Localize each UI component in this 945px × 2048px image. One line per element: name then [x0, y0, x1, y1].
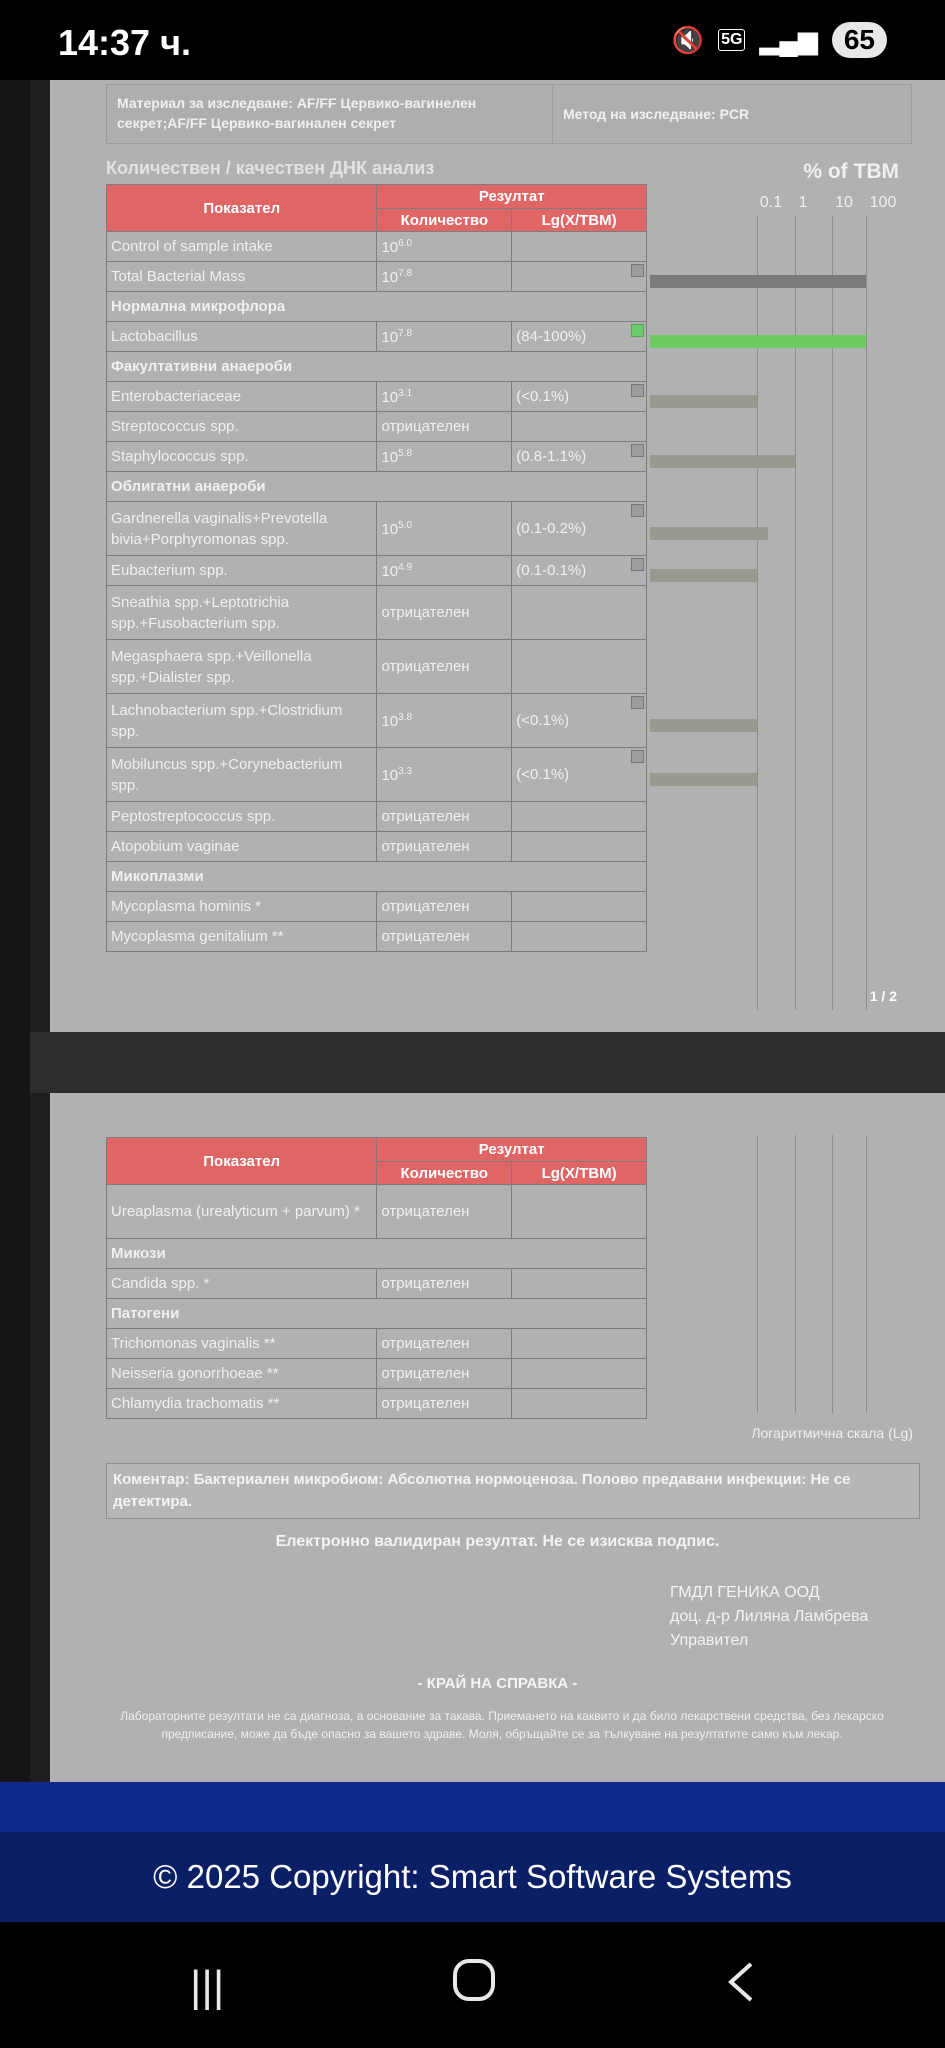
- header-indicator: Показател: [107, 1138, 377, 1185]
- quantity-text: отрицателен: [381, 418, 470, 435]
- tbm-chart-title: % of TBM: [803, 160, 899, 183]
- lg-cell: [512, 832, 647, 862]
- network-type-badge: 5G: [718, 29, 745, 51]
- group-label: Микози: [107, 1239, 647, 1269]
- tbm-bar: [650, 275, 866, 288]
- quantity-base: 10: [381, 712, 399, 730]
- quantity-text: отрицателен: [381, 1365, 470, 1382]
- quantity-exponent: 5.8: [398, 447, 413, 459]
- home-icon[interactable]: [452, 1958, 496, 2013]
- quantity-cell: [377, 586, 512, 640]
- quantity-cell: [377, 802, 512, 832]
- quantity-cell: [377, 232, 512, 262]
- indicator-name: Streptococcus spp.: [107, 412, 377, 442]
- quantity-text: отрицателен: [381, 1335, 470, 1352]
- quantity-text: отрицателен: [381, 808, 470, 825]
- group-label: Нормална микрофлора: [107, 292, 647, 322]
- tbm-bar: [650, 719, 757, 732]
- lg-cell: [512, 262, 647, 292]
- quantity-cell: [377, 382, 512, 412]
- group-label: Облигатни анаероби: [107, 472, 647, 502]
- quantity-cell: [377, 502, 512, 556]
- lg-cell: [512, 802, 647, 832]
- lg-cell: [512, 322, 647, 352]
- table-row: [107, 640, 647, 694]
- scale-tick-label: 10: [835, 194, 853, 211]
- status-marker-icon: [631, 558, 644, 571]
- quantity-text: отрицателен: [381, 838, 470, 855]
- lg-cell: [512, 640, 647, 694]
- table-row: [107, 694, 647, 748]
- battery-badge: 65: [832, 22, 887, 58]
- pdf-viewer[interactable]: [0, 80, 945, 1782]
- quantity-text: отрицателен: [381, 1395, 470, 1412]
- report-page-1: [50, 80, 945, 1032]
- lg-cell: [512, 748, 647, 802]
- signal-icon: ▂▄▆: [759, 24, 818, 55]
- table-row: [107, 382, 647, 412]
- indicator-name: Megasphaera spp.+Veillonella spp.+Dialister spp.: [107, 640, 377, 694]
- status-icons: [672, 22, 887, 58]
- indicator-name: Mycoplasma genitalium **: [107, 922, 377, 952]
- group-row: [107, 292, 647, 322]
- indicator-name: Eubacterium spp.: [107, 556, 377, 586]
- scale-tick-label: 100: [869, 194, 897, 211]
- header-result: Резултат: [377, 185, 647, 209]
- recent-apps-icon[interactable]: |||: [190, 1962, 225, 2011]
- quantity-cell: [377, 442, 512, 472]
- lg-cell: [512, 1389, 647, 1419]
- lg-value: (<0.1%): [516, 766, 570, 783]
- lg-cell: [512, 586, 647, 640]
- indicator-name: Total Bacterial Mass: [107, 262, 377, 292]
- indicator-name: Mycoplasma hominis *: [107, 892, 377, 922]
- scale-gridline: [795, 1135, 796, 1413]
- quantity-base: 10: [381, 268, 399, 286]
- quantity-base: 10: [381, 766, 399, 784]
- indicator-name: Ureaplasma (urealyticum + parvum) *: [107, 1185, 377, 1239]
- lg-cell: [512, 556, 647, 586]
- quantity-text: отрицателен: [381, 604, 470, 621]
- quantity-cell: [377, 832, 512, 862]
- lg-cell: [512, 892, 647, 922]
- quantity-exponent: 7.8: [398, 267, 413, 279]
- results-table-2: [106, 1137, 647, 1419]
- indicator-name: Enterobacteriaceae: [107, 382, 377, 412]
- scale-tick-label: 0.1: [759, 194, 783, 211]
- table-row: [107, 1389, 647, 1419]
- scale-gridline: [866, 1135, 867, 1413]
- quantity-exponent: 3.3: [398, 765, 413, 777]
- lg-cell: [512, 1359, 647, 1389]
- quantity-cell: [377, 1359, 512, 1389]
- quantity-cell: [377, 748, 512, 802]
- table-row: [107, 556, 647, 586]
- group-label: Факултативни анаероби: [107, 352, 647, 382]
- header-lg: Lg(X/TBM): [512, 209, 647, 232]
- table-row: [107, 1269, 647, 1299]
- header-indicator: Показател: [107, 185, 377, 232]
- table-row: [107, 232, 647, 262]
- indicator-name: Control of sample intake: [107, 232, 377, 262]
- copyright-footer: © 2025 Copyright: Smart Software Systems: [0, 1832, 945, 1922]
- scale-gridline: [757, 1135, 758, 1413]
- scale-gridline: [866, 216, 867, 1010]
- quantity-text: отрицателен: [381, 1275, 470, 1292]
- signer-line: ГМДЛ ГЕНИКА ООД: [670, 1584, 820, 1601]
- quantity-exponent: 6.0: [398, 237, 413, 249]
- quantity-base: 10: [381, 238, 399, 256]
- page-number: 1 / 2: [869, 988, 897, 1004]
- lg-cell: [512, 442, 647, 472]
- tbm-bar: [650, 569, 757, 582]
- indicator-name: Chlamydia trachomatis **: [107, 1389, 377, 1419]
- status-marker-icon: [631, 750, 644, 763]
- signer-line: Управител: [670, 1632, 749, 1649]
- table-row: [107, 322, 647, 352]
- quantity-exponent: 4.9: [398, 561, 413, 573]
- table-row: [107, 586, 647, 640]
- mute-icon: 🔇: [671, 24, 705, 55]
- table-row: [107, 748, 647, 802]
- validation-note: Електронно валидиран резултат. Не се изисква подпис.: [275, 1533, 720, 1550]
- group-label: Микоплазми: [107, 862, 647, 892]
- end-of-report: - КРАЙ НА СПРАВКА -: [417, 1675, 578, 1692]
- lg-cell: [512, 412, 647, 442]
- group-row: [107, 472, 647, 502]
- quantity-base: 10: [381, 388, 399, 406]
- table-row: [107, 892, 647, 922]
- indicator-name: Peptostreptococcus spp.: [107, 802, 377, 832]
- signer-line: доц. д-р Лиляна Ламбрева: [670, 1608, 869, 1625]
- header-quantity: Количество: [377, 209, 512, 232]
- status-time: 14:37 ч.: [58, 22, 191, 63]
- footer-band: [0, 1782, 945, 1832]
- status-marker-icon: [631, 444, 644, 457]
- table-row: [107, 1185, 647, 1239]
- quantity-exponent: 5.0: [398, 519, 413, 531]
- lg-value: (0.1-0.1%): [516, 562, 587, 579]
- status-bar: [0, 0, 945, 80]
- quantity-exponent: 7.8: [398, 327, 413, 339]
- quantity-cell: [377, 1185, 512, 1239]
- group-row: [107, 352, 647, 382]
- material-label: Материал за изследване: AF/FF Цервико-вагинелен секрет;AF/FF Цервико-вагинален секрет: [107, 85, 553, 143]
- tbm-bar: [650, 335, 866, 348]
- quantity-base: 10: [381, 520, 399, 538]
- lg-value: (0.8-1.1%): [516, 448, 587, 465]
- table-row: [107, 1359, 647, 1389]
- back-icon[interactable]: [725, 1960, 757, 2015]
- quantity-cell: [377, 262, 512, 292]
- status-marker-icon: [631, 384, 644, 397]
- quantity-cell: [377, 556, 512, 586]
- status-marker-icon: [631, 696, 644, 709]
- indicator-name: Neisseria gonorrhoeae **: [107, 1359, 377, 1389]
- table-row: [107, 832, 647, 862]
- indicator-name: Mobiluncus spp.+Corynebacterium spp.: [107, 748, 377, 802]
- comment-box: Коментар: Бактериален микробиом: Абсолютна нормоценоза. Полово предавани инфекции: Не се детектира.: [106, 1463, 920, 1519]
- quantity-cell: [377, 412, 512, 442]
- lg-cell: [512, 232, 647, 262]
- quantity-cell: [377, 1329, 512, 1359]
- table-row: [107, 262, 647, 292]
- quantity-cell: [377, 1269, 512, 1299]
- tbm-bar: [650, 395, 757, 408]
- report-page-2: [50, 1093, 945, 1782]
- lg-cell: [512, 502, 647, 556]
- lg-value: (<0.1%): [516, 388, 570, 405]
- scale-gridline: [832, 1135, 833, 1413]
- indicator-name: Atopobium vaginae: [107, 832, 377, 862]
- indicator-name: Sneathia spp.+Leptotrichia spp.+Fusobacterium spp.: [107, 586, 377, 640]
- tbm-bar: [650, 455, 795, 468]
- quantity-base: 10: [381, 328, 399, 346]
- header-quantity: Количество: [377, 1162, 512, 1185]
- sample-info-box: [106, 84, 912, 144]
- tbm-bar: [650, 527, 768, 540]
- lg-value: (<0.1%): [516, 712, 570, 729]
- scale-tick-label: 1: [798, 194, 808, 211]
- quantity-cell: [377, 322, 512, 352]
- table-row: [107, 1329, 647, 1359]
- table-row: [107, 922, 647, 952]
- quantity-cell: [377, 694, 512, 748]
- indicator-name: Trichomonas vaginalis **: [107, 1329, 377, 1359]
- lg-value: (84-100%): [516, 328, 587, 345]
- quantity-exponent: 3.1: [398, 387, 413, 399]
- analysis-title: Количествен / качествен ДНК анализ: [106, 158, 435, 178]
- status-marker-icon: [631, 324, 644, 337]
- header-result: Резултат: [377, 1138, 647, 1162]
- tbm-bar: [650, 773, 757, 786]
- lg-cell: [512, 694, 647, 748]
- quantity-exponent: 3.8: [398, 711, 413, 723]
- quantity-text: отрицателен: [381, 928, 470, 945]
- table-row: [107, 442, 647, 472]
- lg-value: (0.1-0.2%): [516, 520, 587, 537]
- group-label: Патогени: [107, 1299, 647, 1329]
- quantity-text: отрицателен: [381, 898, 470, 915]
- lg-cell: [512, 1269, 647, 1299]
- group-row: [107, 862, 647, 892]
- quantity-text: отрицателен: [381, 1203, 470, 1220]
- indicator-name: Gardnerella vaginalis+Prevotella bivia+Porphyromonas spp.: [107, 502, 377, 556]
- method-label: Метод на изследване: PCR: [563, 106, 750, 122]
- page-separator: [30, 1032, 945, 1093]
- log-scale-note: Логаритмична скала (Lg): [751, 1425, 913, 1441]
- indicator-name: Lactobacillus: [107, 322, 377, 352]
- indicator-name: Lachnobacterium spp.+Clostridium spp.: [107, 694, 377, 748]
- signer-block: [670, 1581, 868, 1653]
- quantity-text: отрицателен: [381, 658, 470, 675]
- table-row: [107, 502, 647, 556]
- indicator-name: Staphylococcus spp.: [107, 442, 377, 472]
- results-table-1: [106, 184, 647, 952]
- lg-cell: [512, 922, 647, 952]
- quantity-base: 10: [381, 448, 399, 466]
- indicator-name: Candida spp. *: [107, 1269, 377, 1299]
- table-row: [107, 412, 647, 442]
- table-row: [107, 802, 647, 832]
- left-edge-strip: [0, 80, 30, 1782]
- quantity-cell: [377, 1389, 512, 1419]
- navigation-bar: [0, 1922, 945, 2048]
- status-marker-icon: [631, 264, 644, 277]
- group-row: [107, 1239, 647, 1269]
- group-row: [107, 1299, 647, 1329]
- status-marker-icon: [631, 504, 644, 517]
- quantity-cell: [377, 922, 512, 952]
- lg-cell: [512, 382, 647, 412]
- quantity-cell: [377, 640, 512, 694]
- lg-cell: [512, 1329, 647, 1359]
- disclaimer: Лабораторните резултати не са диагноза, а основание за такава. Приемането на каквито и да било лекарствени средства, без лекарско предписание, може да бъде опасно за вашето здраве. Моля, обръщайте се за тълкуване на резултатите само към лекар.: [120, 1709, 884, 1741]
- lg-cell: [512, 1185, 647, 1239]
- header-lg: Lg(X/TBM): [512, 1162, 647, 1185]
- quantity-cell: [377, 892, 512, 922]
- quantity-base: 10: [381, 562, 399, 580]
